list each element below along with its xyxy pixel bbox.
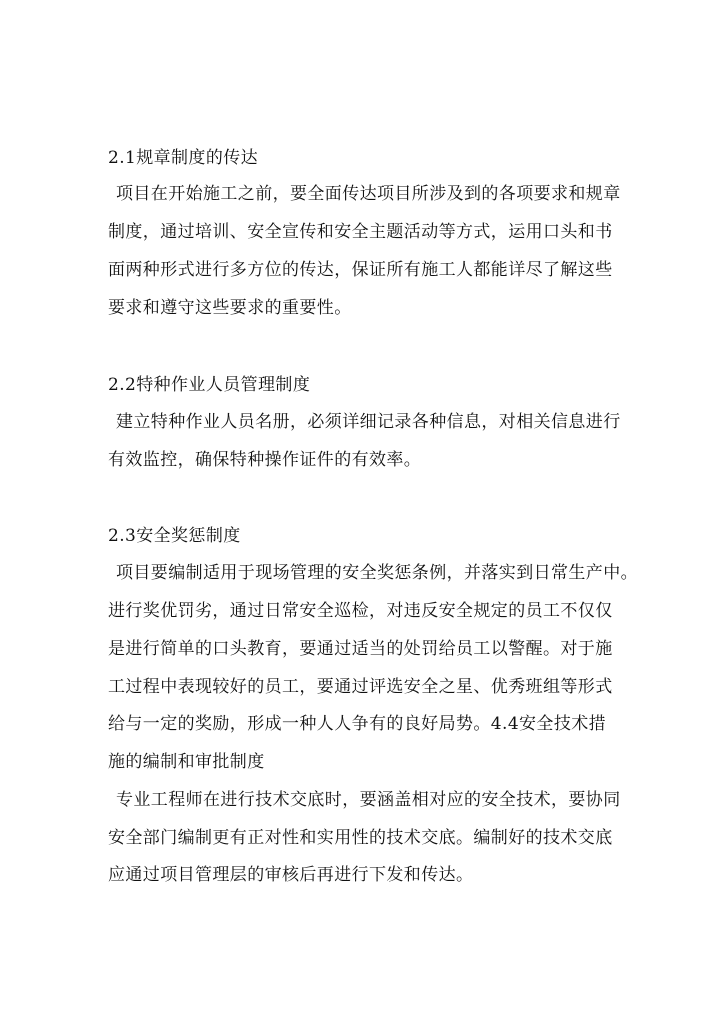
paragraph-line: 进行奖优罚劣，通过日常安全巡检，对违反安全规定的员工不仅仅 xyxy=(108,601,613,621)
paragraph-line: 给与一定的奖励，形成一种人人争有的良好局势。4.4安全技术措 xyxy=(108,714,607,734)
paragraph-line: 项目在开始施工之前，要全面传达项目所涉及到的各项要求和规章 xyxy=(116,184,621,204)
paragraph-line: 面两种形式进行多方位的传达，保证所有施工人都能详尽了解这些 xyxy=(108,260,613,280)
section-heading: 2.2特种作业人员管理制度 xyxy=(108,375,311,395)
paragraph-line: 项目要编制适用于现场管理的安全奖惩条例，并落实到日常生产中。 xyxy=(116,563,638,583)
paragraph-line: 施的编制和审批制度 xyxy=(108,752,265,772)
paragraph-line: 工过程中表现较好的员工，要通过评选安全之星、优秀班组等形式 xyxy=(108,677,613,697)
section-heading: 2.1规章制度的传达 xyxy=(108,148,259,168)
paragraph-line: 有效监控，确保特种操作证件的有效率。 xyxy=(108,450,422,470)
paragraph-line: 应通过项目管理层的审核后再进行下发和传达。 xyxy=(108,865,474,885)
paragraph-line: 是进行简单的口头教育，要通过适当的处罚给员工以警醒。对于施 xyxy=(108,639,613,659)
paragraph-line: 要求和遵守这些要求的重要性。 xyxy=(108,298,352,318)
paragraph-line: 安全部门编制更有正对性和实用性的技术交底。编制好的技术交底 xyxy=(108,828,613,848)
paragraph-line: 专业工程师在进行技术交底时，要涵盖相对应的安全技术，要协同 xyxy=(116,790,621,810)
paragraph-line: 建立特种作业人员名册，必须详细记录各种信息，对相关信息进行 xyxy=(116,412,621,432)
section-heading: 2.3安全奖惩制度 xyxy=(108,526,241,546)
paragraph-line: 制度，通过培训、安全宣传和安全主题活动等方式，运用口头和书 xyxy=(108,222,613,242)
